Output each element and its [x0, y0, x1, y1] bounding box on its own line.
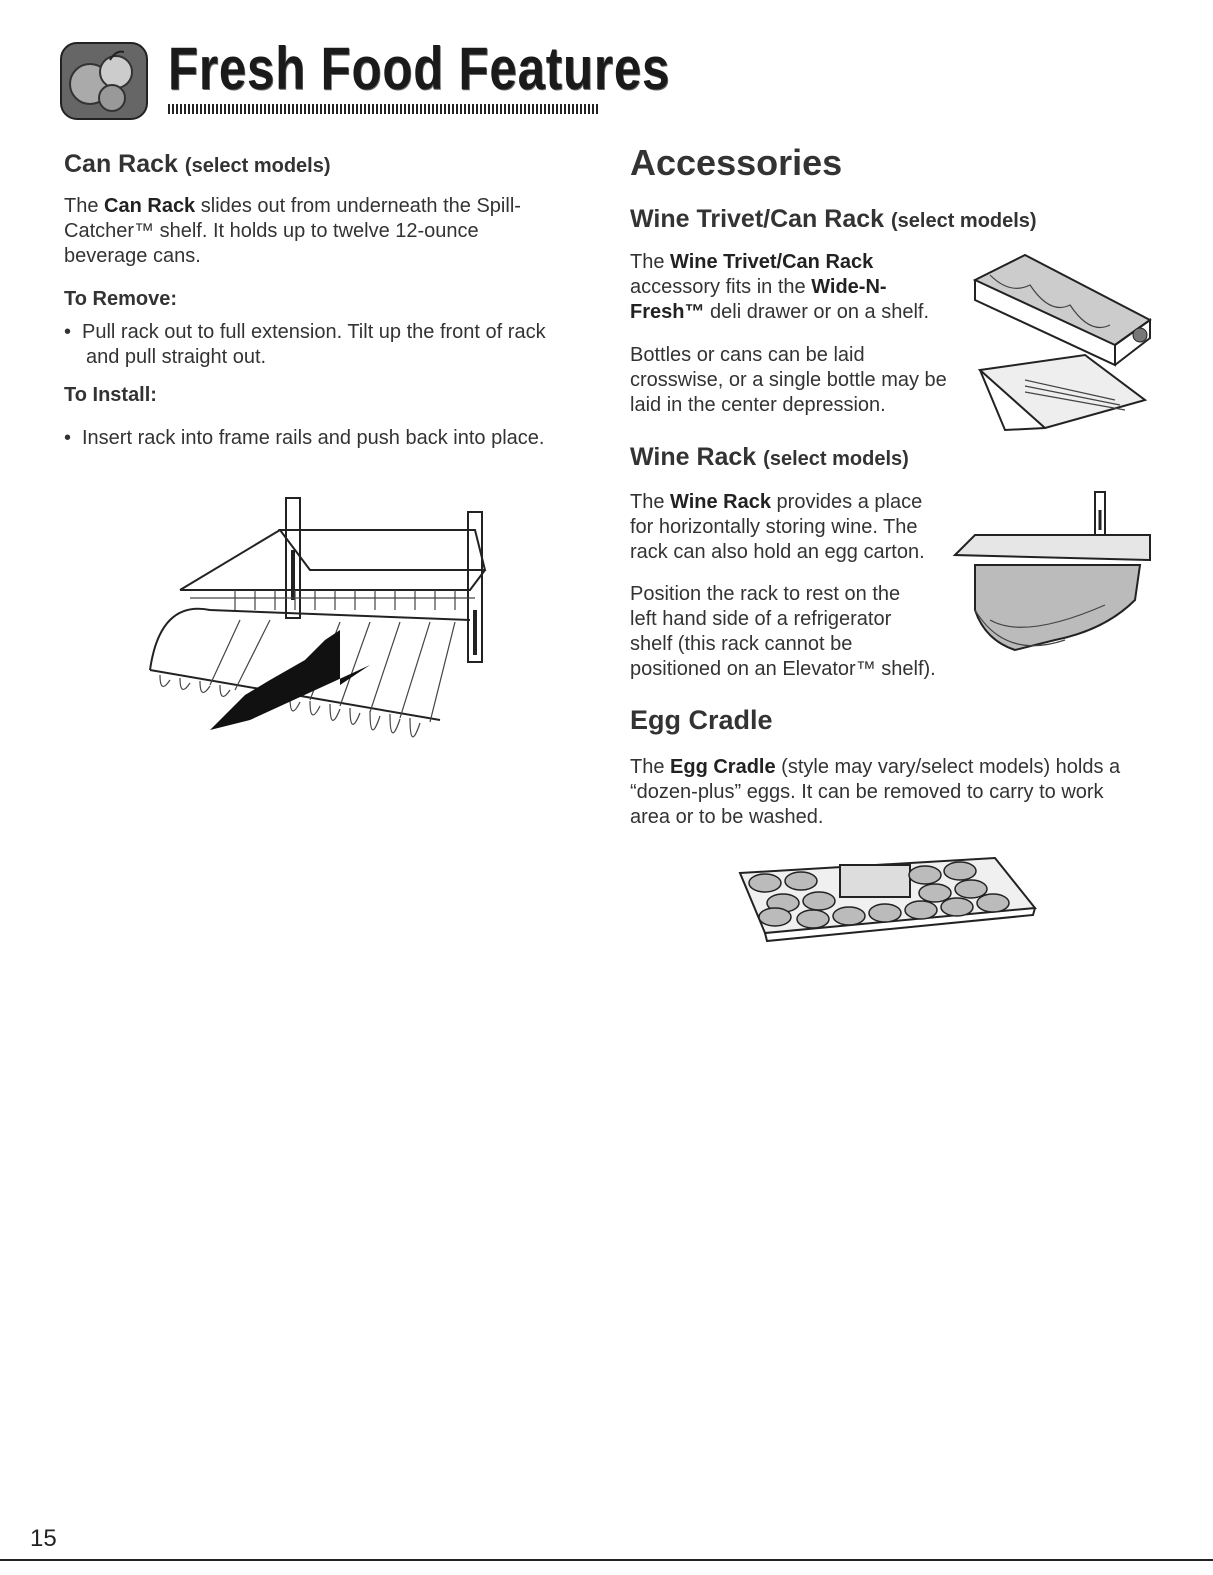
- wt-p1-line2-bold: Wide-N-: [811, 276, 887, 298]
- ec-p1-pre: The: [630, 756, 671, 778]
- wine-trivet-heading: [630, 205, 1037, 234]
- wt-p1-line3-post: deli drawer or on a shelf.: [704, 301, 930, 323]
- ec-p1-post: (style may vary/select models) holds a: [775, 756, 1121, 778]
- intro-line2: Catcher™ shelf. It holds up to twelve 12-ounce: [64, 220, 479, 242]
- bullet-icon: •: [64, 427, 72, 449]
- wr-p1-bold: Wine Rack: [670, 491, 771, 513]
- wine-rack-illustration: [945, 490, 1155, 680]
- wt-p1-pre: The: [630, 251, 671, 273]
- wine-rack-p2: [630, 582, 960, 682]
- wt-p2-line1: Bottles or cans can be laid: [630, 344, 865, 366]
- can-rack-heading-text: Can Rack: [64, 150, 178, 178]
- pull-arrow-icon: [210, 630, 370, 730]
- wt-p2-line2: crosswise, or a single bottle may be: [630, 369, 947, 391]
- accessories-heading: Accessories: [630, 142, 843, 183]
- remove-line1: Pull rack out to full extension. Tilt up the front of rack: [82, 321, 546, 343]
- wine-rack-heading-note: (select models): [763, 448, 909, 470]
- can-rack-intro: [64, 194, 584, 269]
- wr-p1-line3: rack can also hold an egg carton.: [630, 541, 925, 563]
- wt-p1-line3-bold: Fresh™: [630, 301, 705, 323]
- remove-line2: and pull straight out.: [86, 346, 267, 368]
- can-rack-heading: [64, 150, 331, 179]
- ec-p1-line2: “dozen-plus” eggs. It can be removed to carry to work: [630, 781, 1104, 803]
- wr-p2-line3: shelf (this rack cannot be: [630, 633, 853, 655]
- ec-p1-bold: Egg Cradle: [670, 756, 776, 778]
- wine-trivet-p2: [630, 343, 970, 418]
- wine-trivet-illustration: [965, 250, 1160, 450]
- to-remove-heading: To Remove:: [64, 288, 177, 310]
- wr-p1-line2: for horizontally storing wine. The: [630, 516, 918, 538]
- ec-p1-line3: area or to be washed.: [630, 806, 824, 828]
- wt-p1-bold: Wine Trivet/Can Rack: [670, 251, 874, 273]
- to-install-heading: To Install:: [64, 384, 157, 406]
- install-line1: Insert rack into frame rails and push back into place.: [82, 427, 545, 449]
- wr-p2-line1: Position the rack to rest on the: [630, 583, 901, 605]
- wt-p2-line3: laid in the center depression.: [630, 394, 886, 416]
- can-rack-illustration: [140, 490, 510, 770]
- wr-p1-post: provides a place: [771, 491, 923, 513]
- wine-trivet-heading-note: (select models): [890, 210, 1037, 232]
- intro-pre: The: [64, 195, 105, 217]
- can-rack-heading-note: (select models): [184, 155, 331, 177]
- bottom-rule: [0, 1559, 1213, 1561]
- egg-cradle-heading: Egg Cradle: [630, 705, 773, 735]
- egg-cradle-p1: [630, 755, 1160, 830]
- wt-p1-line2-pre: accessory fits in the: [630, 276, 812, 298]
- wine-trivet-p1: [630, 250, 970, 325]
- egg-cradle-illustration: [735, 853, 1040, 945]
- wine-rack-p1: [630, 490, 960, 565]
- to-remove-bullet: [64, 320, 594, 370]
- wr-p1-pre: The: [630, 491, 671, 513]
- bullet-icon: •: [64, 321, 72, 343]
- fresh-food-icon: [60, 42, 148, 120]
- can-rack-bold: Can Rack: [104, 195, 196, 217]
- intro-line3: beverage cans.: [64, 245, 201, 267]
- intro-line1: slides out from underneath the Spill-: [195, 195, 521, 217]
- page-number: 15: [30, 1525, 57, 1552]
- title-underline: [168, 104, 600, 114]
- wine-rack-heading-text: Wine Rack: [630, 443, 757, 471]
- page-title: Fresh Food Features: [168, 35, 671, 102]
- wr-p2-line4: positioned on an Elevator™ shelf).: [630, 658, 936, 680]
- wine-rack-heading: [630, 443, 909, 472]
- to-install-bullet: [64, 426, 594, 451]
- wine-trivet-heading-text: Wine Trivet/Can Rack: [630, 205, 885, 233]
- wr-p2-line2: left hand side of a refrigerator: [630, 608, 892, 630]
